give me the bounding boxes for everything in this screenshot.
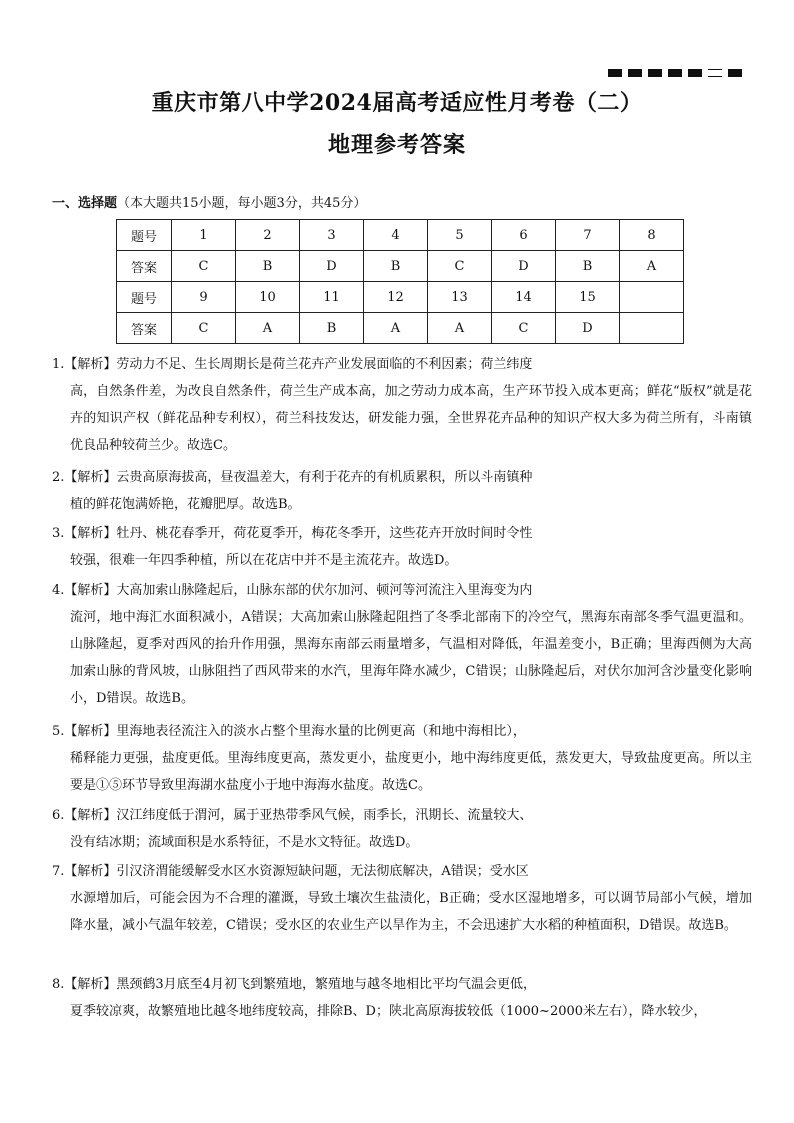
mark-block [608, 69, 622, 77]
explanation-2 [52, 464, 752, 518]
table-cell: 5 [428, 220, 492, 251]
explanation-first-line: 7.【解析】引汉济渭能缓解受水区水资源短缺问题，无法彻底解决，A错误；受水区 [52, 864, 529, 879]
table-cell: 7 [556, 220, 620, 251]
row-label: 题号 [117, 282, 172, 313]
table-cell: C [428, 251, 492, 282]
page-subtitle: 地理参考答案 [327, 132, 466, 158]
section-note: （本大题共15小题，每小题3分，共45分） [117, 196, 367, 211]
table-cell: 6 [492, 220, 556, 251]
explanation-body: 植的鲜花饱满娇艳，花瓣肥厚。故选B。 [70, 497, 301, 512]
explanation-body: 没有结冰期；流域面积是水系特征，不是水文特征。故选D。 [70, 835, 419, 850]
mark-block [728, 69, 742, 77]
explanation-body: 稀释能力更强，盐度更低。里海纬度更高，蒸发更小，盐度更小，地中海纬度更低，蒸发更大，导致盐度更高。所以主要是①⑤环节导致里海湖水盐度小于地中海海水盐度。故选C。 [70, 751, 752, 793]
row-label: 题号 [117, 220, 172, 251]
table-cell: 11 [300, 282, 364, 313]
mark-block [688, 69, 702, 77]
section-heading [52, 192, 366, 211]
table-cell [620, 282, 684, 313]
explanation-body: 流河，地中海汇水面积减小，A错误；大高加索山脉隆起阻挡了冬季北部南下的冷空气，黑海东南部冬季气温更温和。山脉隆起，夏季对西风的抬升作用强，黑海东南部云雨量增多，气温相对降低，年温差变小，B正确；里海西侧为大高加索山脉的背风坡，山脉阻挡了西风带来的水汽，里海年降水减少，C错误；山脉隆起后，对伏尔加河含沙量变化影响小，D错误。故选B。 [70, 610, 752, 706]
table-cell: C [172, 313, 236, 344]
explanation-first-line: 4.【解析】大高加索山脉隆起后，山脉东部的伏尔加河、顿河等河流注入里海变为内 [52, 583, 533, 598]
table-cell: D [300, 251, 364, 282]
row-label: 答案 [117, 313, 172, 344]
header-marks [608, 69, 742, 77]
explanation-8 [52, 971, 752, 1025]
explanation-first-line: 3.【解析】牡丹、桃花春季开，荷花夏季开，梅花冬季开，这些花卉开放时间时令性 [52, 526, 533, 541]
table-cell: 13 [428, 282, 492, 313]
explanation-3 [52, 520, 752, 574]
table-cell: D [556, 313, 620, 344]
table-cell: D [492, 251, 556, 282]
mark-block-hollow [708, 69, 722, 77]
table-cell: 1 [172, 220, 236, 251]
explanation-body: 水源增加后，可能会因为不合理的灌溉，导致土壤次生盐渍化，B正确；受水区湿地增多，可以调节局部小气候，增加降水量，减小气温年较差，C错误；受水区的农业生产以旱作为主，不会迅速扩大水稻的种植面积，D错误。故选B。 [70, 891, 752, 933]
explanation-first-line: 1.【解析】劳动力不足、生长周期长是荷兰花卉产业发展面临的不利因素；荷兰纬度 [52, 357, 533, 372]
explanation-7 [52, 858, 752, 939]
table-cell: A [236, 313, 300, 344]
explanation-body: 较强，很难一年四季种植，所以在花店中并不是主流花卉。故选D。 [70, 553, 458, 568]
table-row [117, 282, 684, 313]
explanation-first-line: 8.【解析】黑颈鹤3月底至4月初飞到繁殖地，繁殖地与越冬地相比平均气温会更低， [52, 977, 536, 992]
table-row [117, 251, 684, 282]
mark-block [628, 69, 642, 77]
table-row [117, 220, 684, 251]
table-cell: B [300, 313, 364, 344]
table-cell: 12 [364, 282, 428, 313]
explanation-first-line: 2.【解析】云贵高原海拔高，昼夜温差大，有利于花卉的有机质累积，所以斗南镇种 [52, 470, 533, 485]
table-cell: B [556, 251, 620, 282]
mark-block [648, 69, 662, 77]
table-cell: A [428, 313, 492, 344]
explanation-1 [52, 351, 752, 459]
table-cell: 15 [556, 282, 620, 313]
explanation-4 [52, 577, 752, 712]
table-cell: 14 [492, 282, 556, 313]
explanation-body: 高，自然条件差，为改良自然条件，荷兰生产成本高，加之劳动力成本高，生产环节投入成本更高；鲜花“版权”就是花卉的知识产权（鲜花品种专利权），荷兰科技发达，研发能力强，全世界花卉品种的知识产权大多为荷兰所有，斗南镇优良品种较荷兰少。故选C。 [70, 384, 752, 453]
table-row [117, 313, 684, 344]
table-cell: A [364, 313, 428, 344]
table-cell: B [364, 251, 428, 282]
table-cell: C [492, 313, 556, 344]
row-label: 答案 [117, 251, 172, 282]
page-title: 重庆市第八中学2024届高考适应性月考卷（二） [151, 90, 643, 116]
explanation-5 [52, 718, 752, 799]
table-cell: 9 [172, 282, 236, 313]
table-cell: 3 [300, 220, 364, 251]
table-cell: C [172, 251, 236, 282]
mark-block [668, 69, 682, 77]
table-cell: 8 [620, 220, 684, 251]
table-cell: 10 [236, 282, 300, 313]
table-cell: B [236, 251, 300, 282]
table-cell: 2 [236, 220, 300, 251]
explanation-first-line: 6.【解析】汉江纬度低于渭河，属于亚热带季风气候，雨季长，汛期长、流量较大、 [52, 808, 533, 823]
explanation-body: 夏季较凉爽，故繁殖地比越冬地纬度较高，排除B、D；陕北高原海拔较低（1000~2000米左右），降水较少， [70, 1004, 707, 1019]
explanation-first-line: 5.【解析】里海地表径流注入的淡水占整个里海水量的比例更高（和地中海相比）， [52, 724, 526, 739]
table-cell: 4 [364, 220, 428, 251]
explanation-6 [52, 802, 752, 856]
table-cell [620, 313, 684, 344]
table-cell: A [620, 251, 684, 282]
answer-table [116, 219, 684, 344]
section-title: 一、选择题 [52, 196, 118, 211]
